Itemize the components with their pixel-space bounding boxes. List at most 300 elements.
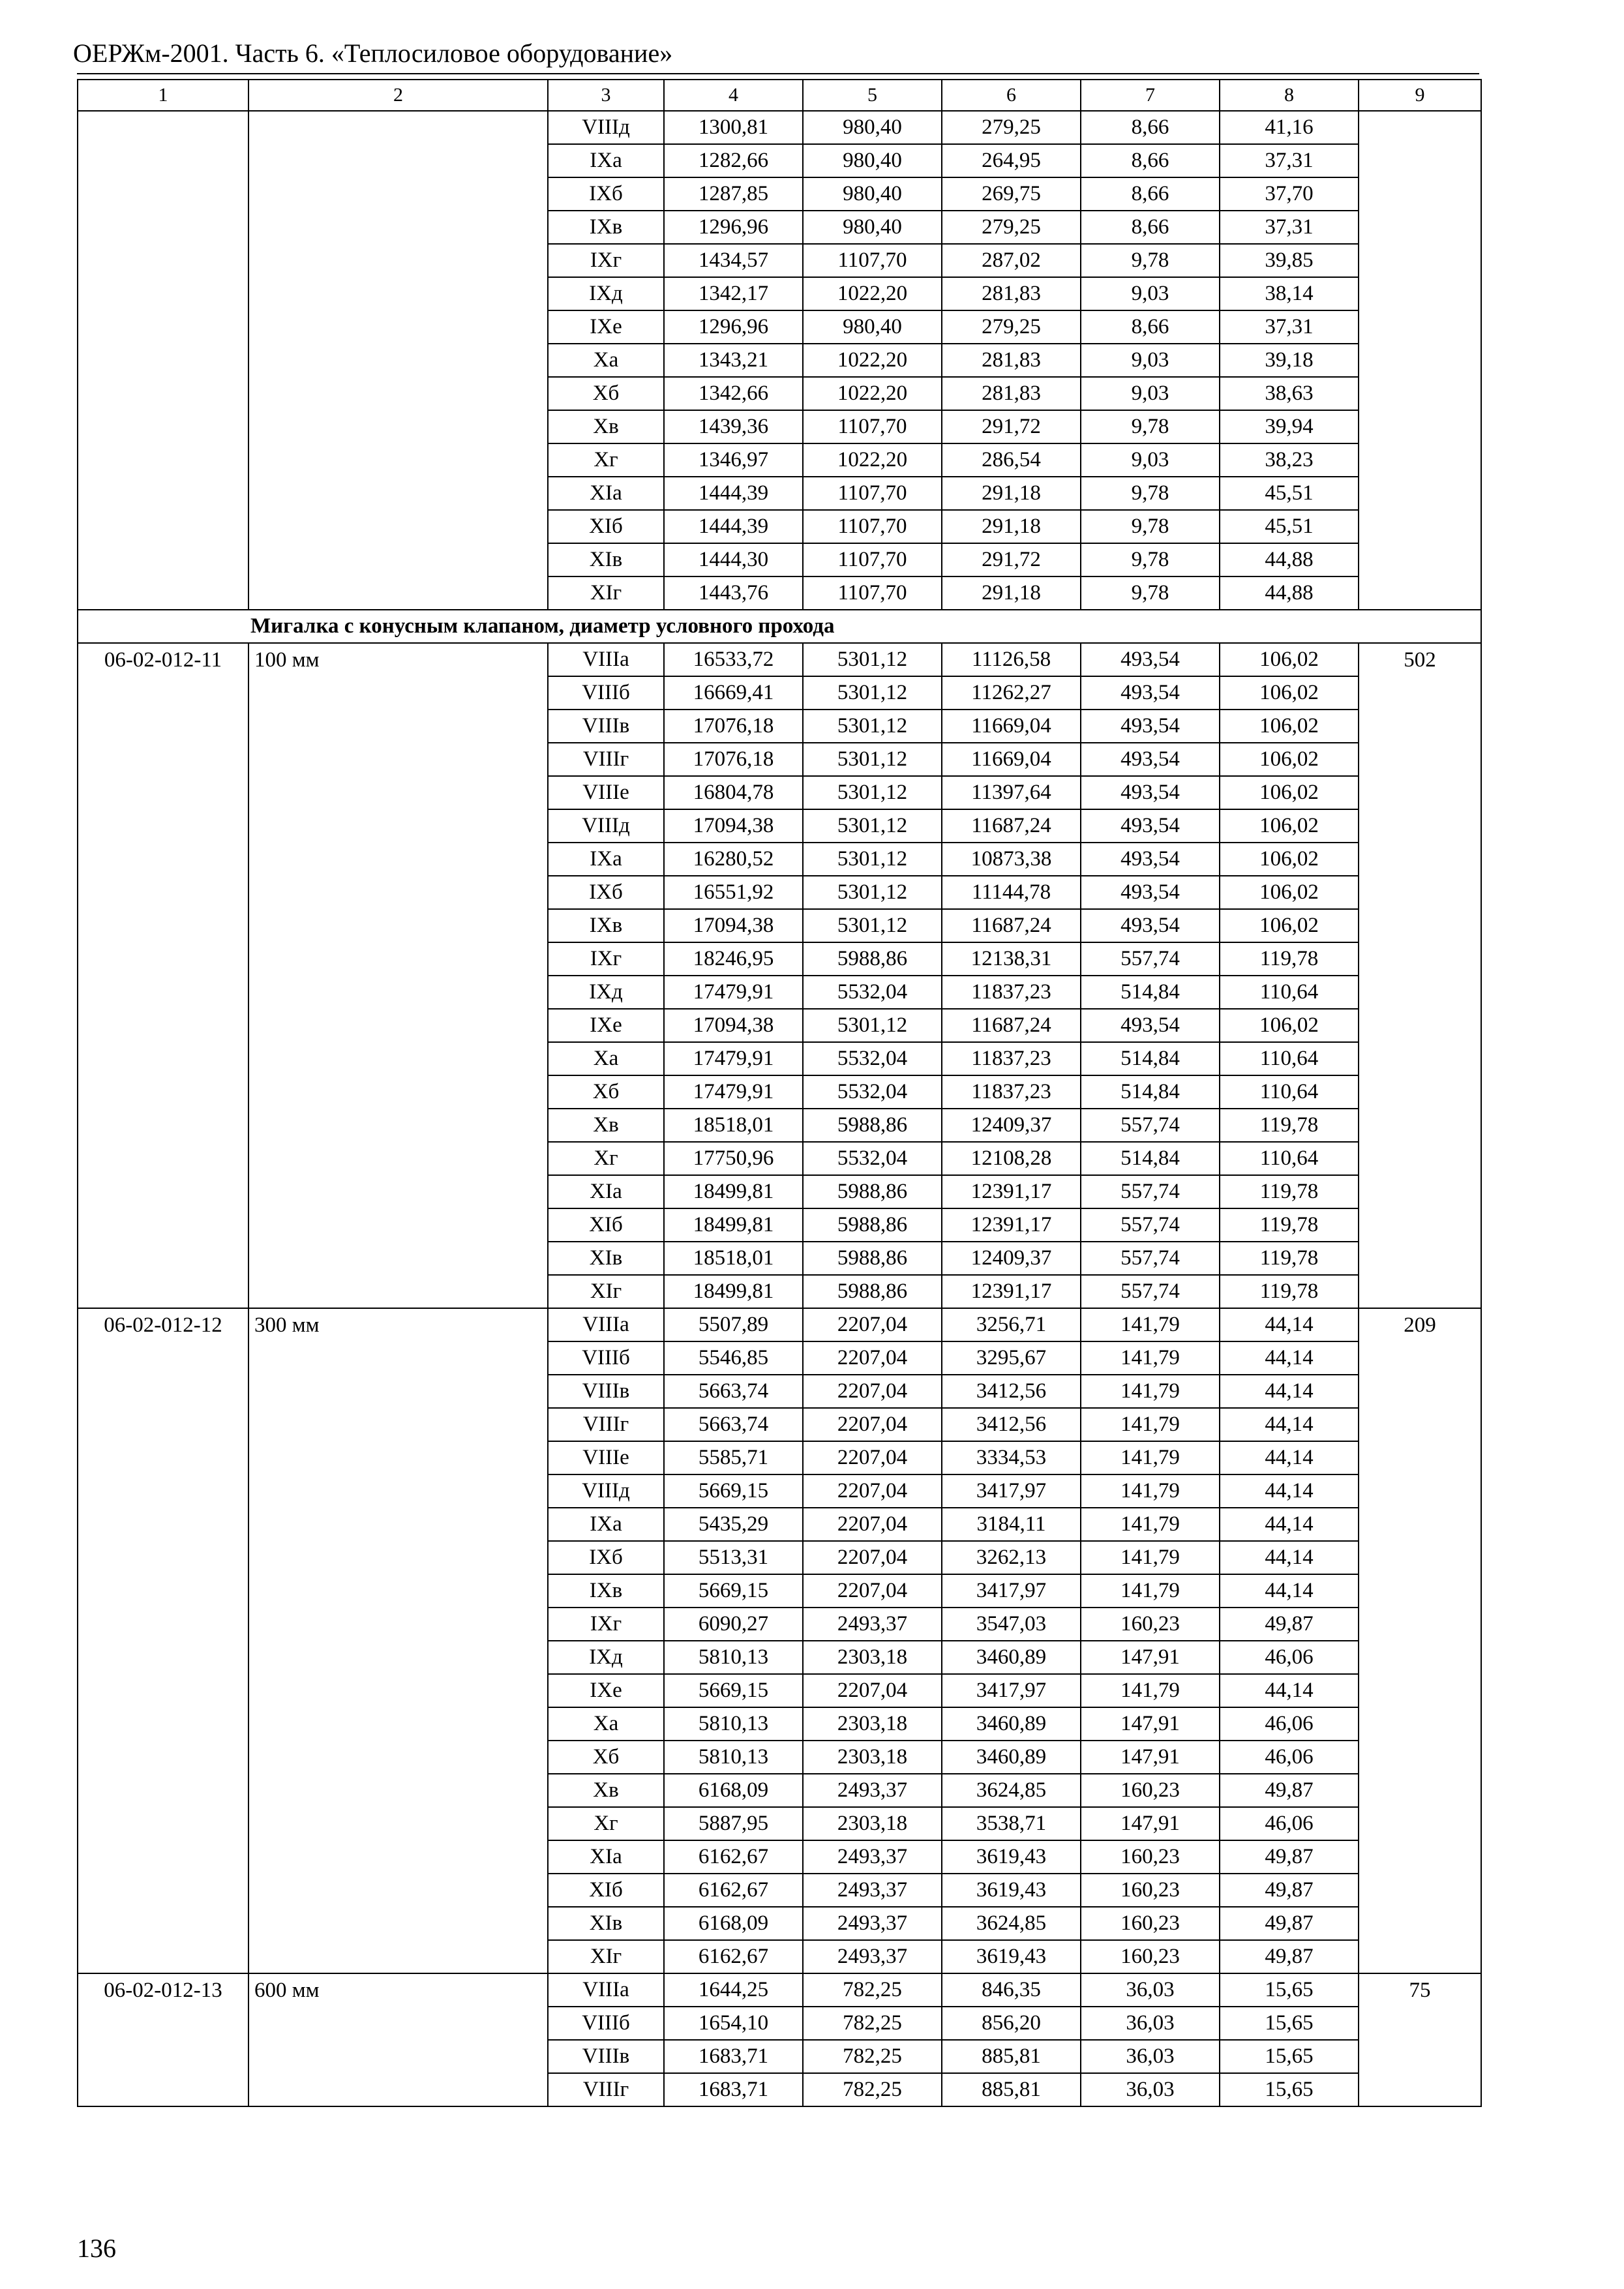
col9-cell [1359,510,1481,543]
value-cell: 141,79 [1081,1474,1220,1508]
value-cell: 9,03 [1081,377,1220,410]
rate-name-cell [248,776,548,809]
value-cell: 44,14 [1220,1574,1359,1608]
region-zone-cell: IXв [548,909,664,942]
value-cell: 17094,38 [664,809,803,843]
value-cell: 8,66 [1081,177,1220,211]
value-cell: 5435,29 [664,1508,803,1541]
region-zone-cell: IXб [548,876,664,909]
value-cell: 110,64 [1220,976,1359,1009]
rate-code-cell [78,377,248,410]
col9-cell [1359,1341,1481,1375]
value-cell: 291,18 [942,576,1081,610]
value-cell: 3460,89 [942,1641,1081,1674]
rate-code-cell [78,177,248,211]
col9-cell [1359,1541,1481,1574]
region-zone-cell: Xб [548,1741,664,1774]
rate-name-cell [248,477,548,510]
value-cell: 3417,97 [942,1574,1081,1608]
rate-name-cell [248,1042,548,1075]
value-cell: 2303,18 [803,1641,942,1674]
table-row [78,1608,1481,1641]
value-cell: 16804,78 [664,776,803,809]
region-zone-cell: Xг [548,1807,664,1840]
rate-name-cell [248,976,548,1009]
region-zone-cell: VIIIа [548,643,664,676]
col9-cell [1359,211,1481,244]
value-cell: 3547,03 [942,1608,1081,1641]
value-cell: 557,74 [1081,1275,1220,1308]
value-cell: 5301,12 [803,676,942,710]
value-cell: 18499,81 [664,1175,803,1208]
value-cell: 1342,66 [664,377,803,410]
rate-code-cell [78,809,248,843]
table-row [78,1242,1481,1275]
value-cell: 15,65 [1220,1973,1359,2007]
col9-cell [1359,1109,1481,1142]
value-cell: 39,18 [1220,344,1359,377]
rate-name-cell [248,111,548,144]
value-cell: 160,23 [1081,1874,1220,1907]
value-cell: 8,66 [1081,310,1220,344]
rate-name-cell [248,1109,548,1142]
rate-name-cell [248,1940,548,1973]
col9-cell [1359,111,1481,144]
value-cell: 557,74 [1081,1208,1220,1242]
value-cell: 49,87 [1220,1774,1359,1807]
value-cell: 11837,23 [942,1042,1081,1075]
value-cell: 46,06 [1220,1707,1359,1741]
value-cell: 37,31 [1220,144,1359,177]
region-zone-cell: IXа [548,144,664,177]
region-zone-cell: IXа [548,843,664,876]
value-cell: 3262,13 [942,1541,1081,1574]
region-zone-cell: VIIIд [548,111,664,144]
value-cell: 5507,89 [664,1308,803,1341]
rate-name-cell [248,1341,548,1375]
value-cell: 44,14 [1220,1375,1359,1408]
col9-cell [1359,1242,1481,1275]
table-row [78,177,1481,211]
value-cell: 980,40 [803,111,942,144]
value-cell: 45,51 [1220,510,1359,543]
table-row [78,676,1481,710]
region-zone-cell: IXв [548,211,664,244]
region-zone-cell: IXб [548,177,664,211]
region-zone-cell: Xа [548,1707,664,1741]
value-cell: 18246,95 [664,942,803,976]
rate-code-cell [78,1608,248,1641]
column-number: 8 [1220,80,1359,111]
value-cell: 493,54 [1081,643,1220,676]
value-cell: 147,91 [1081,1807,1220,1840]
value-cell: 1022,20 [803,443,942,477]
value-cell: 141,79 [1081,1308,1220,1341]
value-cell: 49,87 [1220,1840,1359,1874]
col9-cell [1359,1574,1481,1608]
table-row [78,1741,1481,1774]
value-cell: 1342,17 [664,277,803,310]
value-cell: 44,14 [1220,1408,1359,1441]
col9-cell [1359,1840,1481,1874]
table-row [78,244,1481,277]
value-cell: 10873,38 [942,843,1081,876]
value-cell: 38,23 [1220,443,1359,477]
value-cell: 1296,96 [664,211,803,244]
column-number: 3 [548,80,664,111]
table-row [78,443,1481,477]
value-cell: 1439,36 [664,410,803,443]
rate-code-cell [78,1807,248,1840]
value-cell: 557,74 [1081,1242,1220,1275]
value-cell: 15,65 [1220,2040,1359,2073]
value-cell: 3624,85 [942,1907,1081,1940]
rate-name-cell [248,1474,548,1508]
col9-cell: 75 [1359,1973,1481,2007]
rate-code-cell [78,1175,248,1208]
value-cell: 147,91 [1081,1741,1220,1774]
region-zone-cell: Xб [548,1075,664,1109]
rate-code-cell [78,576,248,610]
value-cell: 39,85 [1220,244,1359,277]
table-row [78,344,1481,377]
table-row [78,576,1481,610]
value-cell: 12409,37 [942,1242,1081,1275]
value-cell: 6162,67 [664,1874,803,1907]
rate-code-cell [78,144,248,177]
value-cell: 106,02 [1220,876,1359,909]
rate-name-cell: 100 мм [248,643,548,676]
value-cell: 2303,18 [803,1741,942,1774]
col9-cell [1359,1741,1481,1774]
table-row [78,942,1481,976]
value-cell: 493,54 [1081,876,1220,909]
value-cell: 160,23 [1081,1774,1220,1807]
rate-code-cell [78,1840,248,1874]
col9-cell [1359,1774,1481,1807]
value-cell: 493,54 [1081,743,1220,776]
col9-cell [1359,776,1481,809]
value-cell: 5988,86 [803,1175,942,1208]
value-cell: 8,66 [1081,144,1220,177]
value-cell: 1683,71 [664,2073,803,2106]
value-cell: 36,03 [1081,2073,1220,2106]
col9-cell: 209 [1359,1308,1481,1341]
col9-cell [1359,710,1481,743]
value-cell: 1282,66 [664,144,803,177]
value-cell: 493,54 [1081,776,1220,809]
value-cell: 269,75 [942,177,1081,211]
value-cell: 2207,04 [803,1308,942,1341]
rate-name-cell [248,344,548,377]
value-cell: 2207,04 [803,1408,942,1441]
rate-name-cell [248,2040,548,2073]
region-zone-cell: IXг [548,1608,664,1641]
value-cell: 46,06 [1220,1741,1359,1774]
col9-cell [1359,1674,1481,1707]
col9-cell [1359,942,1481,976]
region-zone-cell: XIб [548,510,664,543]
rate-code-cell [78,1874,248,1907]
col9-cell [1359,1275,1481,1308]
region-zone-cell: XIб [548,1874,664,1907]
rate-code-cell [78,1009,248,1042]
rate-name-cell [248,144,548,177]
value-cell: 9,78 [1081,410,1220,443]
table-row [78,909,1481,942]
col9-cell [1359,1375,1481,1408]
value-cell: 5301,12 [803,776,942,809]
value-cell: 2207,04 [803,1474,942,1508]
value-cell: 16280,52 [664,843,803,876]
rates-table [77,79,1482,2107]
table-row [78,144,1481,177]
rate-name-cell [248,1242,548,1275]
table-row [78,1641,1481,1674]
table-row [78,1408,1481,1441]
rate-name-cell [248,710,548,743]
value-cell: 45,51 [1220,477,1359,510]
value-cell: 5301,12 [803,809,942,843]
col9-cell [1359,1807,1481,1840]
col9-cell [1359,310,1481,344]
value-cell: 1444,39 [664,477,803,510]
value-cell: 3417,97 [942,1474,1081,1508]
value-cell: 885,81 [942,2073,1081,2106]
rate-code-cell [78,776,248,809]
value-cell: 106,02 [1220,909,1359,942]
value-cell: 141,79 [1081,1375,1220,1408]
value-cell: 160,23 [1081,1608,1220,1641]
col9-cell [1359,1940,1481,1973]
value-cell: 106,02 [1220,843,1359,876]
value-cell: 11144,78 [942,876,1081,909]
rate-code-cell [78,1474,248,1508]
value-cell: 41,16 [1220,111,1359,144]
value-cell: 6090,27 [664,1608,803,1641]
rate-code-cell [78,1907,248,1940]
table-row [78,111,1481,144]
value-cell: 2207,04 [803,1508,942,1541]
region-zone-cell: VIIIв [548,1375,664,1408]
col9-cell [1359,843,1481,876]
value-cell: 281,83 [942,377,1081,410]
table-row [78,1375,1481,1408]
column-number: 9 [1359,80,1481,111]
rate-name-cell [248,2007,548,2040]
rate-code-cell [78,1042,248,1075]
rate-code-cell [78,277,248,310]
value-cell: 44,14 [1220,1441,1359,1474]
value-cell: 5669,15 [664,1474,803,1508]
rate-name-cell [248,2073,548,2106]
value-cell: 2493,37 [803,1940,942,1973]
rate-name-cell [248,1175,548,1208]
value-cell: 5301,12 [803,876,942,909]
table-row [78,843,1481,876]
value-cell: 9,78 [1081,543,1220,576]
table-row [78,1042,1481,1075]
rate-code-cell [78,1208,248,1242]
value-cell: 6162,67 [664,1840,803,1874]
value-cell: 279,25 [942,310,1081,344]
region-zone-cell: VIIIв [548,2040,664,2073]
rate-name-cell [248,576,548,610]
value-cell: 106,02 [1220,743,1359,776]
rate-name-cell [248,1075,548,1109]
col9-cell [1359,2073,1481,2106]
value-cell: 141,79 [1081,1508,1220,1541]
col9-cell [1359,1142,1481,1175]
rate-code-cell [78,1109,248,1142]
rate-name-cell [248,809,548,843]
rate-name-cell [248,1508,548,1541]
value-cell: 6168,09 [664,1774,803,1807]
rate-name-cell [248,1741,548,1774]
value-cell: 281,83 [942,344,1081,377]
region-zone-cell: VIIIб [548,676,664,710]
value-cell: 782,25 [803,2040,942,2073]
value-cell: 44,14 [1220,1508,1359,1541]
value-cell: 2207,04 [803,1674,942,1707]
value-cell: 5301,12 [803,710,942,743]
value-cell: 2493,37 [803,1608,942,1641]
region-zone-cell: Xг [548,1142,664,1175]
section-title-row [78,610,1481,643]
col9-cell [1359,410,1481,443]
value-cell: 9,03 [1081,277,1220,310]
value-cell: 1107,70 [803,410,942,443]
value-cell: 1022,20 [803,377,942,410]
value-cell: 3619,43 [942,1940,1081,1973]
rate-code-cell [78,1707,248,1741]
column-number: 7 [1081,80,1220,111]
rate-code-cell [78,1075,248,1109]
column-number: 2 [248,80,548,111]
region-zone-cell: VIIIд [548,809,664,843]
col9-cell [1359,1075,1481,1109]
value-cell: 141,79 [1081,1674,1220,1707]
rate-name-cell [248,909,548,942]
value-cell: 514,84 [1081,1142,1220,1175]
value-cell: 5988,86 [803,942,942,976]
rate-code-cell [78,1940,248,1973]
rate-code-cell [78,443,248,477]
value-cell: 16669,41 [664,676,803,710]
table-row [78,2040,1481,2073]
value-cell: 1434,57 [664,244,803,277]
table-row [78,1075,1481,1109]
value-cell: 1296,96 [664,310,803,344]
value-cell: 1287,85 [664,177,803,211]
region-zone-cell: Xв [548,1774,664,1807]
rate-code-cell [78,1441,248,1474]
rate-code-cell [78,909,248,942]
value-cell: 287,02 [942,244,1081,277]
value-cell: 12391,17 [942,1175,1081,1208]
value-cell: 11837,23 [942,976,1081,1009]
rate-code-cell: 06-02-012-12 [78,1308,248,1341]
value-cell: 782,25 [803,2073,942,2106]
table-body [78,80,1481,2106]
rate-code-cell: 06-02-012-13 [78,1973,248,2007]
value-cell: 119,78 [1220,1175,1359,1208]
value-cell: 1654,10 [664,2007,803,2040]
value-cell: 2493,37 [803,1840,942,1874]
value-cell: 782,25 [803,1973,942,2007]
value-cell: 5532,04 [803,976,942,1009]
value-cell: 49,87 [1220,1874,1359,1907]
value-cell: 119,78 [1220,1275,1359,1308]
rate-name-cell [248,211,548,244]
rate-code-cell [78,310,248,344]
value-cell: 46,06 [1220,1807,1359,1840]
value-cell: 9,78 [1081,244,1220,277]
value-cell: 3412,56 [942,1408,1081,1441]
col9-cell [1359,909,1481,942]
value-cell: 15,65 [1220,2007,1359,2040]
col9-cell [1359,1608,1481,1641]
table-row [78,1807,1481,1840]
value-cell: 980,40 [803,310,942,344]
value-cell: 110,64 [1220,1075,1359,1109]
table-row [78,1441,1481,1474]
rate-name-cell [248,1574,548,1608]
value-cell: 9,78 [1081,576,1220,610]
column-number: 5 [803,80,942,111]
table-row [78,1142,1481,1175]
value-cell: 5513,31 [664,1541,803,1574]
rate-name-cell [248,1275,548,1308]
value-cell: 2207,04 [803,1341,942,1375]
value-cell: 18499,81 [664,1275,803,1308]
region-zone-cell: XIа [548,477,664,510]
value-cell: 119,78 [1220,1109,1359,1142]
value-cell: 264,95 [942,144,1081,177]
rate-name-cell [248,310,548,344]
rate-code-cell [78,1574,248,1608]
rate-code-cell [78,244,248,277]
rate-code-cell [78,1508,248,1541]
table-row [78,809,1481,843]
value-cell: 49,87 [1220,1608,1359,1641]
region-zone-cell: XIг [548,576,664,610]
value-cell: 2493,37 [803,1907,942,1940]
table-row [78,477,1481,510]
value-cell: 5585,71 [664,1441,803,1474]
value-cell: 106,02 [1220,809,1359,843]
col9-cell [1359,1441,1481,1474]
value-cell: 557,74 [1081,942,1220,976]
value-cell: 281,83 [942,277,1081,310]
rate-code-cell [78,1674,248,1707]
value-cell: 2207,04 [803,1574,942,1608]
value-cell: 1107,70 [803,244,942,277]
value-cell: 37,31 [1220,310,1359,344]
value-cell: 11687,24 [942,1009,1081,1042]
rate-code-cell [78,710,248,743]
value-cell: 493,54 [1081,710,1220,743]
value-cell: 11687,24 [942,909,1081,942]
table-row [78,377,1481,410]
value-cell: 11669,04 [942,743,1081,776]
rate-name-cell [248,244,548,277]
rate-name-cell [248,1707,548,1741]
rate-name-cell [248,543,548,576]
table-row [78,1840,1481,1874]
value-cell: 291,72 [942,543,1081,576]
table-row [78,976,1481,1009]
